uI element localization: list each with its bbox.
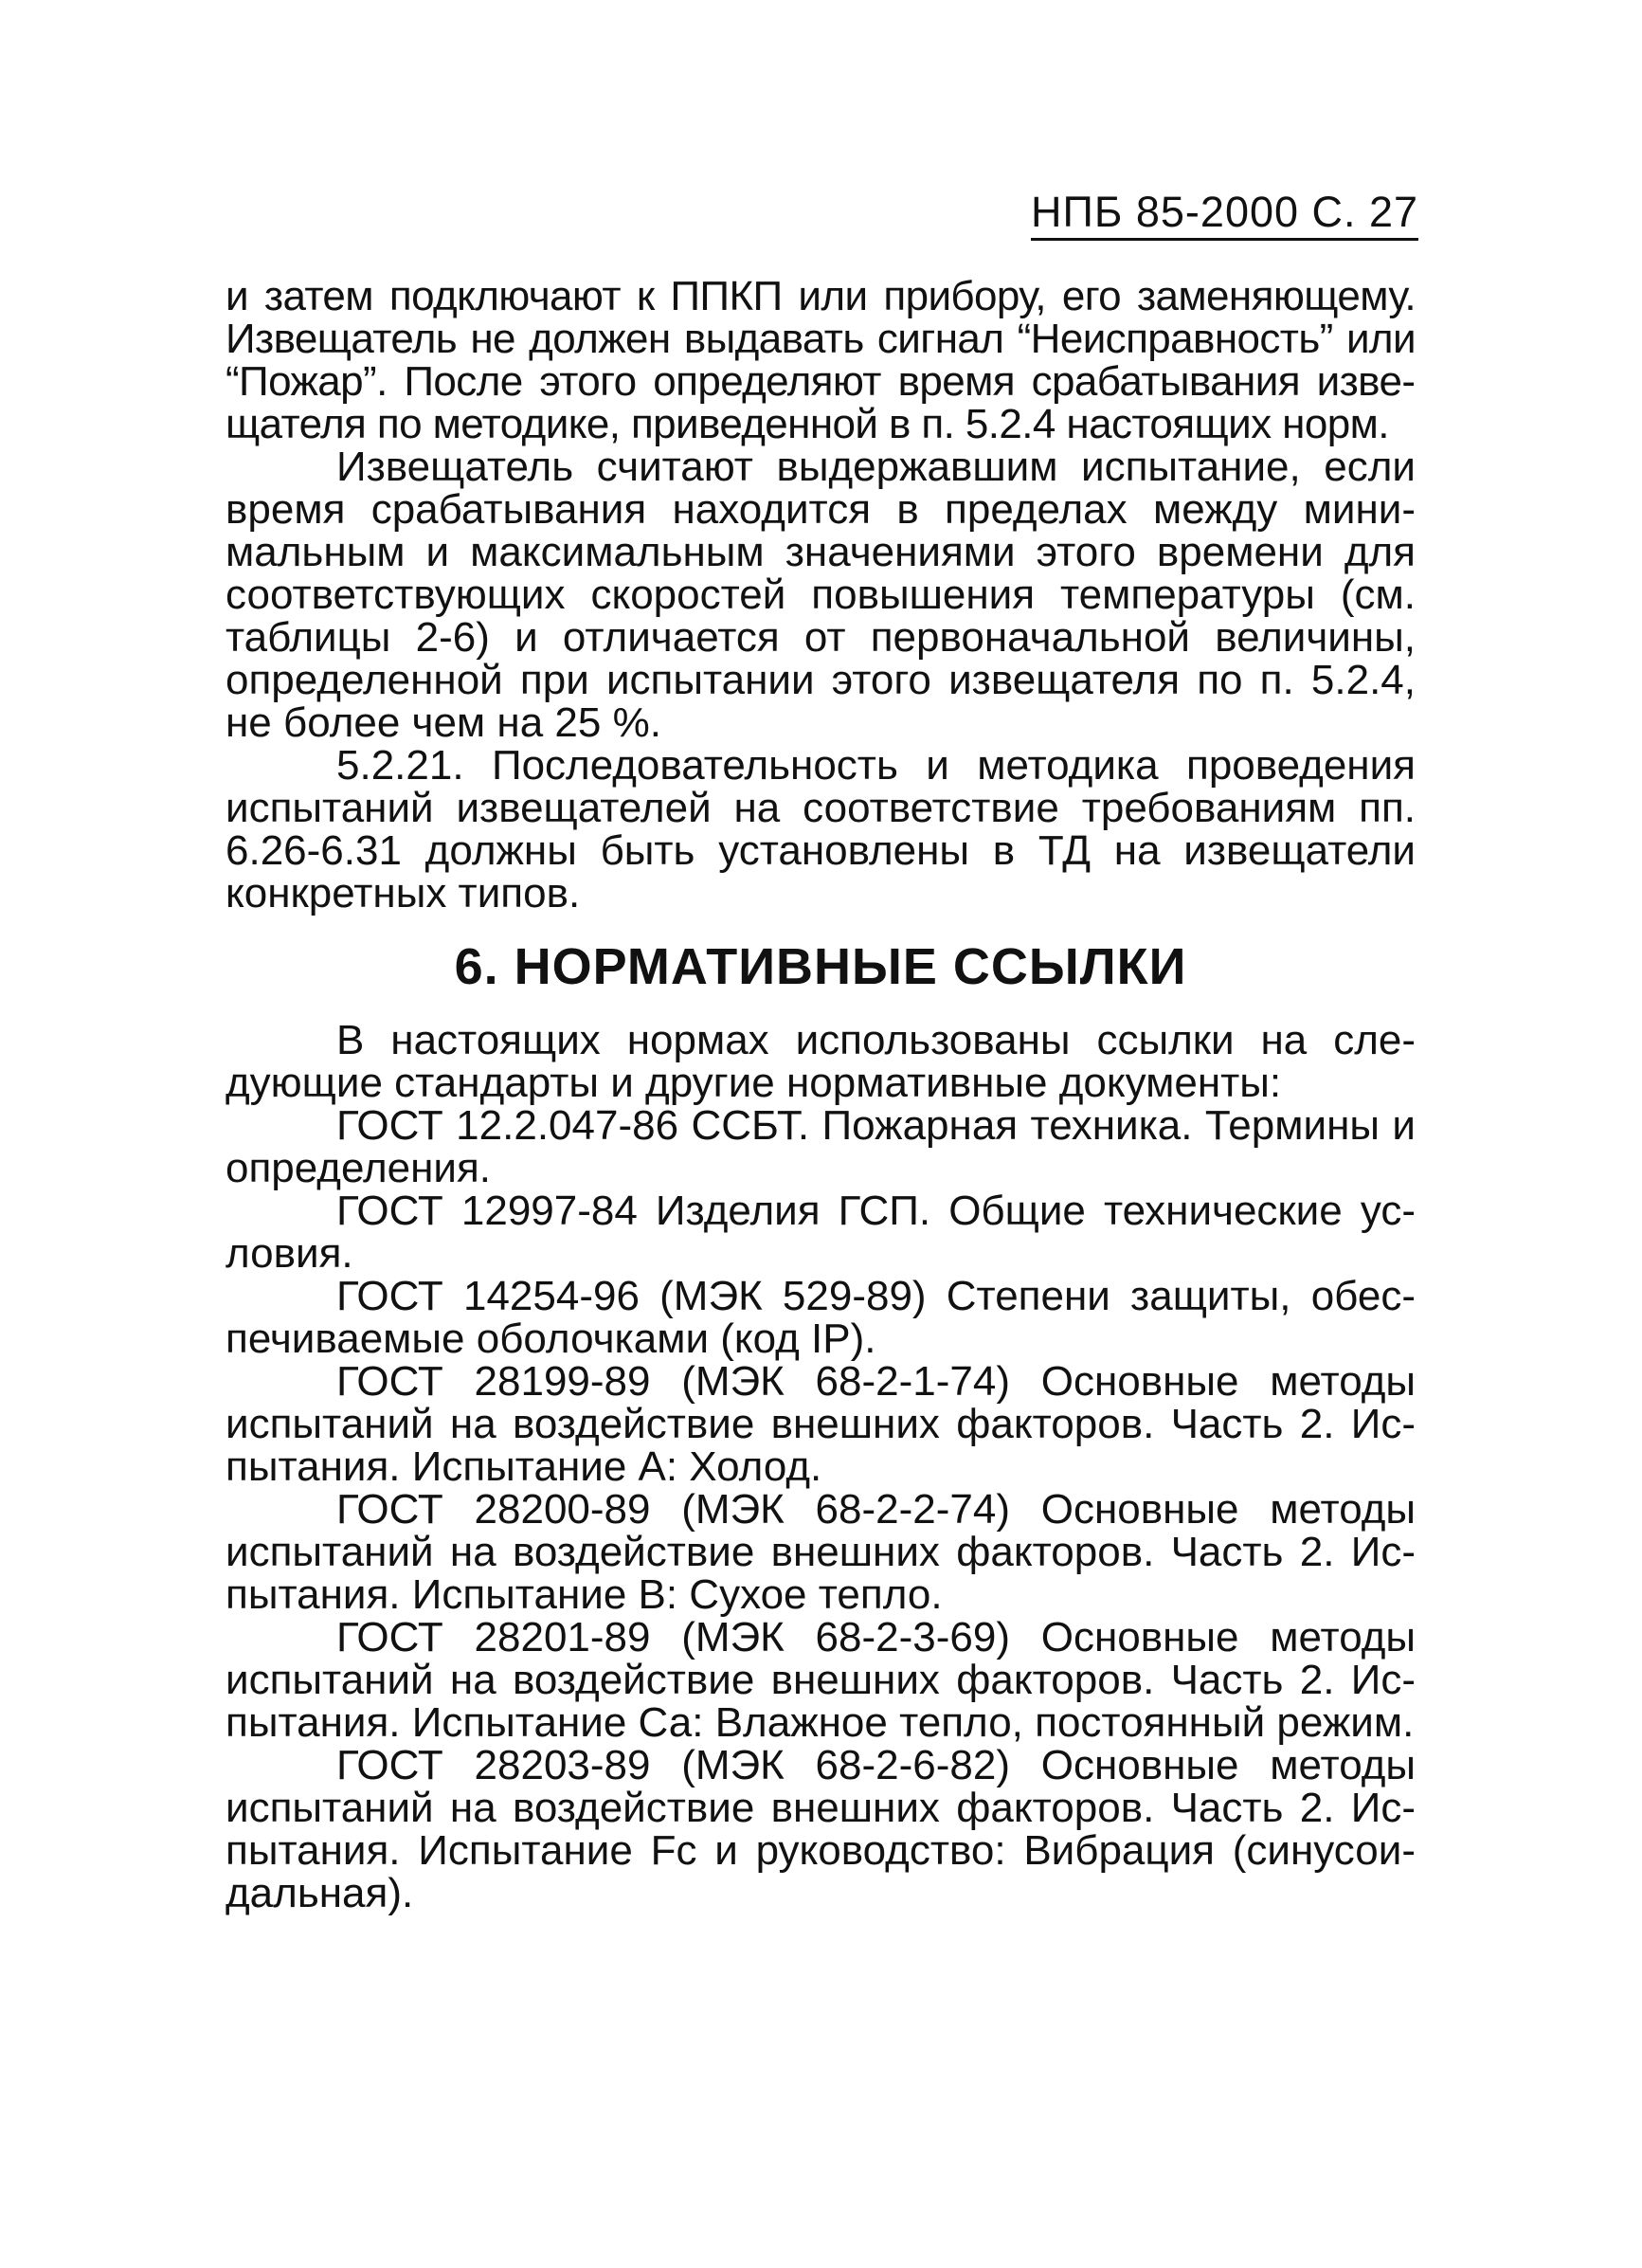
running-title: НПБ 85-2000 С. 27 xyxy=(1031,188,1418,241)
body-paragraph-2: Извещатель считают выдержавшим испытание, если время срабатывания находится в пределах между минимальным и максимальным значениями этого времени для соответствующих скоростей повышения температуры (см. таблицы 2-6) и отличается от первоначальной величины, определенной при испытании этого извещателя по п. 5.2.4, не более чем на 25 %. xyxy=(226,444,1416,746)
reference-item: ГОСТ 28203-89 (МЭК 68-2-6-82) Основные методы испытаний на воздействие внешних факторов. Часть 2. Испытания. Испытание Fc и руководство: Вибрация (синусоидальная). xyxy=(226,1742,1416,1916)
reference-item: ГОСТ 12.2.047-86 ССБТ. Пожарная техника. Термины и определения. xyxy=(226,1102,1416,1191)
reference-item: ГОСТ 28201-89 (МЭК 68-2-3-69) Основные методы испытаний на воздействие внешних факторов. Часть 2. Испытания. Испытание Са: Влажное тепло, постоянный режим. xyxy=(226,1614,1416,1746)
reference-item: ГОСТ 14254-96 (МЭК 529-89) Степени защиты, обеспечиваемые оболочками (код IP). xyxy=(226,1273,1416,1362)
reference-item: ГОСТ 28200-89 (МЭК 68-2-2-74) Основные методы испытаний на воздействие внешних факторов. Часть 2. Испытания. Испытание В: Сухое тепло. xyxy=(226,1486,1416,1618)
page-content xyxy=(226,275,1416,1914)
running-header xyxy=(1031,186,1417,239)
reference-item: ГОСТ 28199-89 (МЭК 68-2-1-74) Основные методы испытаний на воздействие внешних факторов. Часть 2. Испытания. Испытание А: Холод. xyxy=(226,1358,1416,1490)
body-paragraph-3: 5.2.21. Последовательность и методика проведения испытаний извещателей на соответствие требованиям пп. 6.26-6.31 должны быть установлены в ТД на извещатели конкретных типов. xyxy=(226,742,1416,916)
reference-item: ГОСТ 12997-84 Изделия ГСП. Общие технические условия. xyxy=(226,1188,1416,1277)
body-paragraph-1: и затем подключают к ППКП или прибору, его заменяющему. Извещатель не должен выдавать сигнал “Неисправность” или “Пожар”. После этого определяют время срабатывания извещателя по методике, приведенной в п. 5.2.4 настоящих норм. xyxy=(226,273,1416,447)
references-list xyxy=(226,1104,1416,1914)
section-intro: В настоящих нормах использованы ссылки на следующие стандарты и другие нормативные документы: xyxy=(226,1017,1416,1106)
section-title: 6. НОРМАТИВНЫЕ ССЫЛКИ xyxy=(454,938,1187,995)
